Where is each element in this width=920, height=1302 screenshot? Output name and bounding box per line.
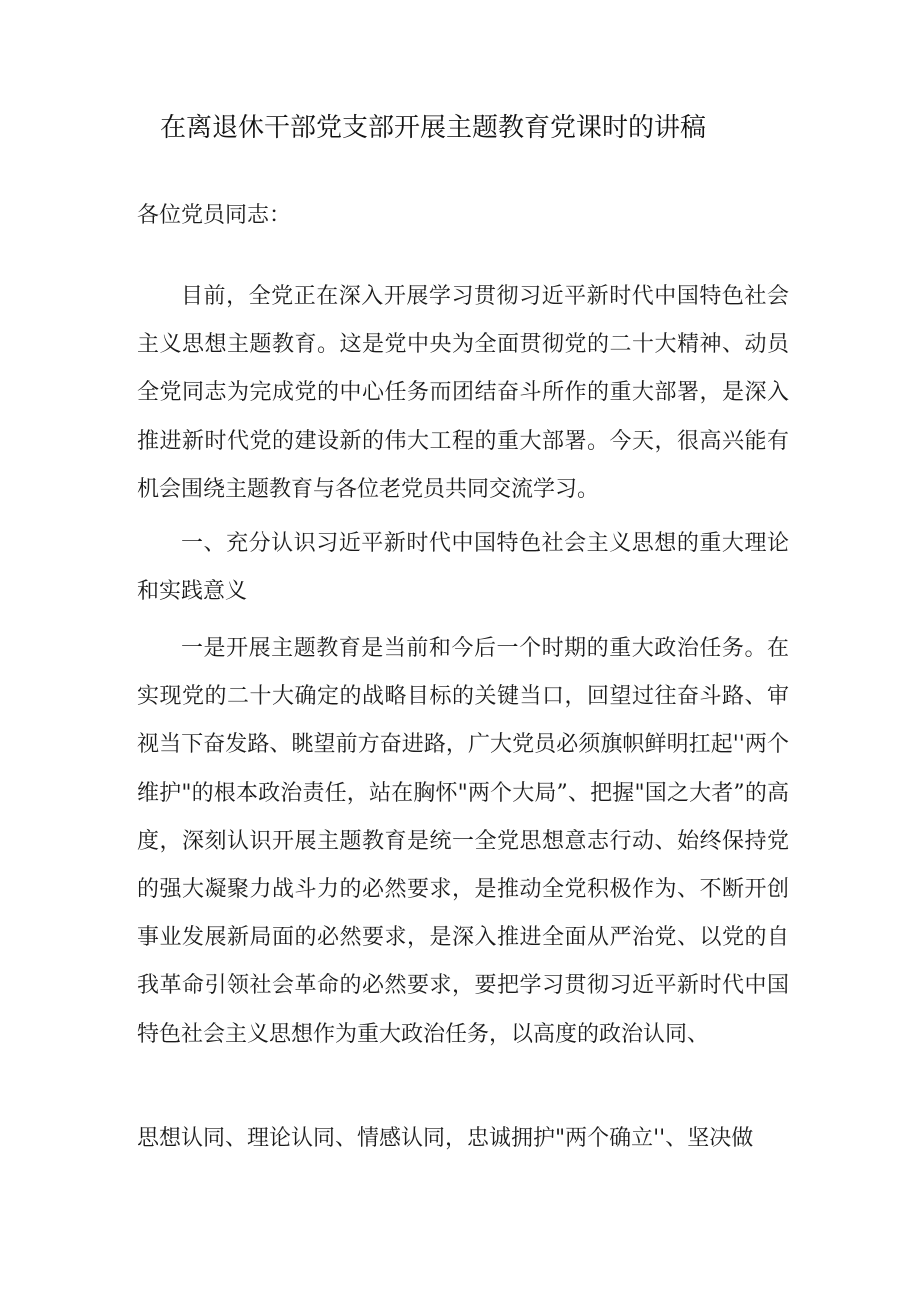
paragraph-continuation: 思想认同、理论认同、情感认同，忠诚拥护"两个确立''、坚决做 bbox=[137, 1126, 754, 1151]
section-heading-1: 一、充分认识习近平新时代中国特色社会主义思想的重大理论和实践意义 bbox=[137, 531, 789, 605]
paragraph-intro: 目前，全党正在深入开展学习贯彻习近平新时代中国特色社会主义思想主题教育。这是党中央为全面贯彻党的二十大精神、动员全党同志为完成党的中心任务而团结奋斗所作的重大部署，是深入推进新时代党的建设新的伟大工程的重大部署。今天，很高兴能有机会围绕主题教育与各位老党员共同交流学习。 bbox=[137, 284, 789, 502]
salutation: 各位党员同志： bbox=[137, 203, 292, 228]
document-title: 在离退休干部党支部开展主题教育党课时的讲稿 bbox=[160, 113, 707, 143]
paragraph-point-1: 一是开展主题教育是当前和今后一个时期的重大政治任务。在实现党的二十大确定的战略目标的关键当口，回望过往奋斗路、审视当下奋发路、眺望前方奋进路，广大党员必须旗帜鲜明扛起''两个维护"的根本政治责任，站在胸怀"两个大局”、把握"国之大者”的高度，深刻认识开展主题教育是统一全党思想意志行动、始终保持党的强大凝聚力战斗力的必然要求，是推动全党积极作为、不断开创事业发展新局面的必然要求，是深入推进全面从严治党、以党的自我革命引领社会革命的必然要求，要把学习贯彻习近平新时代中国特色社会主义思想作为重大政治任务，以高度的政治认同、 bbox=[137, 636, 789, 1047]
